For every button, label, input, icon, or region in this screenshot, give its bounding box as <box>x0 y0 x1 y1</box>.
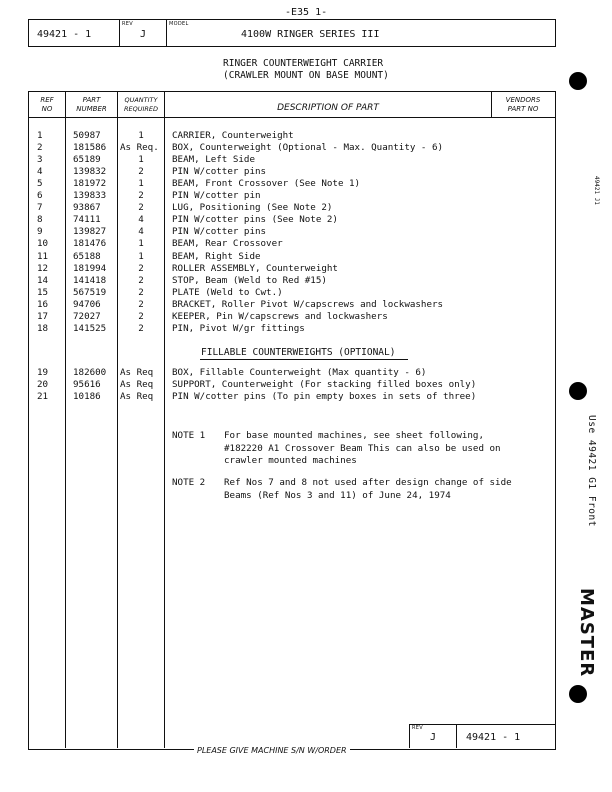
ref-cell: 5 <box>37 178 43 190</box>
description-cell: BEAM, Front Crossover (See Note 1) <box>172 178 361 190</box>
quantity-cell: As Req <box>120 391 154 402</box>
table-row <box>0 226 612 238</box>
master-stamp: MASTER <box>576 588 597 678</box>
table-row <box>0 379 612 391</box>
description-cell: BRACKET, Roller Pivot W/capscrews and lockwashers <box>172 298 444 310</box>
part-number-cell: 93867 <box>73 202 101 214</box>
quantity-cell: 2 <box>138 286 144 298</box>
quantity-cell: As Req <box>120 379 154 390</box>
binder-hole-middle <box>569 382 587 400</box>
table-row <box>0 142 612 154</box>
description-cell: PIN W/cotter pins <box>172 226 267 238</box>
table-row <box>0 287 612 299</box>
ref-cell: 15 <box>37 286 49 298</box>
ref-cell: 21 <box>37 391 49 402</box>
table-row <box>0 190 612 202</box>
quantity-cell: 1 <box>138 238 144 250</box>
header-model: 4100W RINGER SERIES III <box>241 29 380 40</box>
subheading: FILLABLE COUNTERWEIGHTS (OPTIONAL) <box>201 347 396 358</box>
part-number-cell: 141525 <box>73 322 107 334</box>
ref-cell: 2 <box>37 142 43 154</box>
description-cell: CARRIER, Counterweight <box>172 130 294 141</box>
note-text: Ref Nos 7 and 8 not used after design change of side <box>224 477 512 488</box>
description-cell: SUPPORT, Counterweight (For stacking filled boxes only) <box>172 379 477 390</box>
binder-hole-top <box>569 72 587 90</box>
part-number-cell: 181586 <box>73 142 107 154</box>
part-number-cell: 65188 <box>73 250 101 262</box>
table-row <box>0 311 612 323</box>
quantity-cell: 1 <box>138 178 144 190</box>
note-text: crawler mounted machines <box>224 455 357 466</box>
header-model-label: MODEL <box>169 21 189 27</box>
description-cell: PIN W/cotter pins (See Note 2) <box>172 214 338 226</box>
note-text: #182220 A1 Crossover Beam This can also be used on <box>224 442 501 454</box>
description-cell: BOX, Fillable Counterweight (Max quantity - 6) <box>172 367 427 378</box>
col-part-header: PART NUMBER <box>76 96 107 113</box>
part-number-cell: 139833 <box>73 190 107 202</box>
quantity-cell: 2 <box>138 298 144 310</box>
table-row <box>0 275 612 287</box>
title-line-1: RINGER COUNTERWEIGHT CARRIER <box>223 58 384 69</box>
header-part-no: 49421 - 1 <box>37 29 92 40</box>
ref-cell: 11 <box>37 250 49 262</box>
table-row <box>0 178 612 190</box>
description-cell: BEAM, Rear Crossover <box>172 238 283 250</box>
binder-hole-bottom <box>569 685 587 703</box>
part-number-cell: 10186 <box>73 391 101 402</box>
quantity-cell: 1 <box>138 130 144 141</box>
table-row <box>0 323 612 335</box>
table-row <box>0 154 612 166</box>
quantity-cell: 2 <box>138 262 144 274</box>
part-number-cell: 181972 <box>73 178 107 190</box>
table-row <box>0 202 612 214</box>
quantity-cell: 2 <box>138 202 144 214</box>
part-number-cell: 182600 <box>73 367 107 378</box>
title-line-2: (CRAWLER MOUNT ON BASE MOUNT) <box>223 70 389 81</box>
description-cell: ROLLER ASSEMBLY, Counterweight <box>172 262 338 274</box>
col-ref-header: REF NO <box>40 96 54 113</box>
quantity-cell: 2 <box>138 274 144 286</box>
quantity-cell: 1 <box>138 250 144 262</box>
header-box <box>28 19 556 47</box>
table-row <box>0 166 612 178</box>
part-number-cell: 72027 <box>73 310 101 322</box>
footer-rev: J <box>430 732 437 743</box>
col-qty-header: QUANTITY REQUIRED <box>123 96 159 113</box>
table-row <box>0 391 612 403</box>
table-row <box>0 251 612 263</box>
quantity-cell: 2 <box>138 166 144 178</box>
footer-part-no: 49421 - 1 <box>466 732 521 743</box>
ref-cell: 18 <box>37 322 49 334</box>
note-text: Beams (Ref Nos 3 and 11) of June 24, 1974 <box>224 489 451 501</box>
col-desc-header: DESCRIPTION OF PART <box>277 103 379 113</box>
ref-cell: 17 <box>37 310 49 322</box>
ref-cell: 16 <box>37 298 49 310</box>
ref-cell: 14 <box>37 274 49 286</box>
quantity-cell: 2 <box>138 322 144 334</box>
table-row <box>0 263 612 275</box>
description-cell: LUG, Positioning (See Note 2) <box>172 202 333 214</box>
ref-cell: 3 <box>37 154 43 166</box>
description-cell: PIN, Pivot W/gr fittings <box>172 322 305 334</box>
part-number-cell: 94706 <box>73 298 101 310</box>
description-cell: PIN W/cotter pins <box>172 166 267 178</box>
quantity-cell: 1 <box>138 154 144 166</box>
page-id: -E35 1- <box>285 7 328 18</box>
ref-cell: 7 <box>37 202 43 214</box>
description-cell: PLATE (Weld to Cwt.) <box>172 286 283 298</box>
part-number-cell: 567519 <box>73 286 107 298</box>
part-number-cell: 95616 <box>73 379 101 390</box>
description-cell: STOP, Beam (Weld to Red #15) <box>172 274 327 286</box>
header-rev-label: REV <box>122 21 133 27</box>
ref-cell: 8 <box>37 214 43 226</box>
table-row <box>0 367 612 379</box>
side-stamp: 49421 J1 <box>593 176 600 205</box>
description-cell: PIN W/cotter pins (To pin empty boxes in sets of three) <box>172 391 477 402</box>
part-number-cell: 139832 <box>73 166 107 178</box>
table-row <box>0 130 612 142</box>
part-number-cell: 141418 <box>73 274 107 286</box>
ref-cell: 1 <box>37 130 43 141</box>
part-number-cell: 65189 <box>73 154 101 166</box>
description-cell: KEEPER, Pin W/capscrews and lockwashers <box>172 310 388 322</box>
note-label: NOTE 2 <box>172 477 206 488</box>
description-cell: BEAM, Left Side <box>172 154 255 166</box>
quantity-cell: 2 <box>138 310 144 322</box>
ref-cell: 20 <box>37 379 49 390</box>
col-vendor-header: VENDORS PART NO <box>505 96 541 113</box>
use-front-note: Use 49421 G1 Front <box>586 415 597 527</box>
ref-cell: 19 <box>37 367 49 378</box>
part-number-cell: 181994 <box>73 262 107 274</box>
note-label: NOTE 1 <box>172 430 206 441</box>
ref-cell: 6 <box>37 190 43 202</box>
ref-cell: 10 <box>37 238 49 250</box>
table-row <box>0 214 612 226</box>
description-cell: BEAM, Right Side <box>172 250 261 262</box>
description-cell: BOX, Counterweight (Optional - Max. Quantity - 6) <box>172 142 444 154</box>
part-number-cell: 50987 <box>73 130 101 141</box>
description-cell: PIN W/cotter pin <box>172 190 261 202</box>
note-text: For base mounted machines, see sheet following, <box>224 430 484 441</box>
quantity-cell: 4 <box>138 226 144 238</box>
footer-rev-label: REV <box>412 725 423 731</box>
ref-cell: 12 <box>37 262 49 274</box>
part-number-cell: 139827 <box>73 226 107 238</box>
header-rev: J <box>140 29 147 40</box>
ref-cell: 9 <box>37 226 43 238</box>
quantity-cell: 2 <box>138 190 144 202</box>
footer-note: PLEASE GIVE MACHINE S/N W/ORDER <box>194 746 350 755</box>
part-number-cell: 181476 <box>73 238 107 250</box>
part-number-cell: 74111 <box>73 214 101 226</box>
table-row <box>0 299 612 311</box>
quantity-cell: As Req. <box>120 142 159 154</box>
quantity-cell: 4 <box>138 214 144 226</box>
ref-cell: 4 <box>37 166 43 178</box>
quantity-cell: As Req <box>120 367 154 378</box>
table-row <box>0 238 612 250</box>
